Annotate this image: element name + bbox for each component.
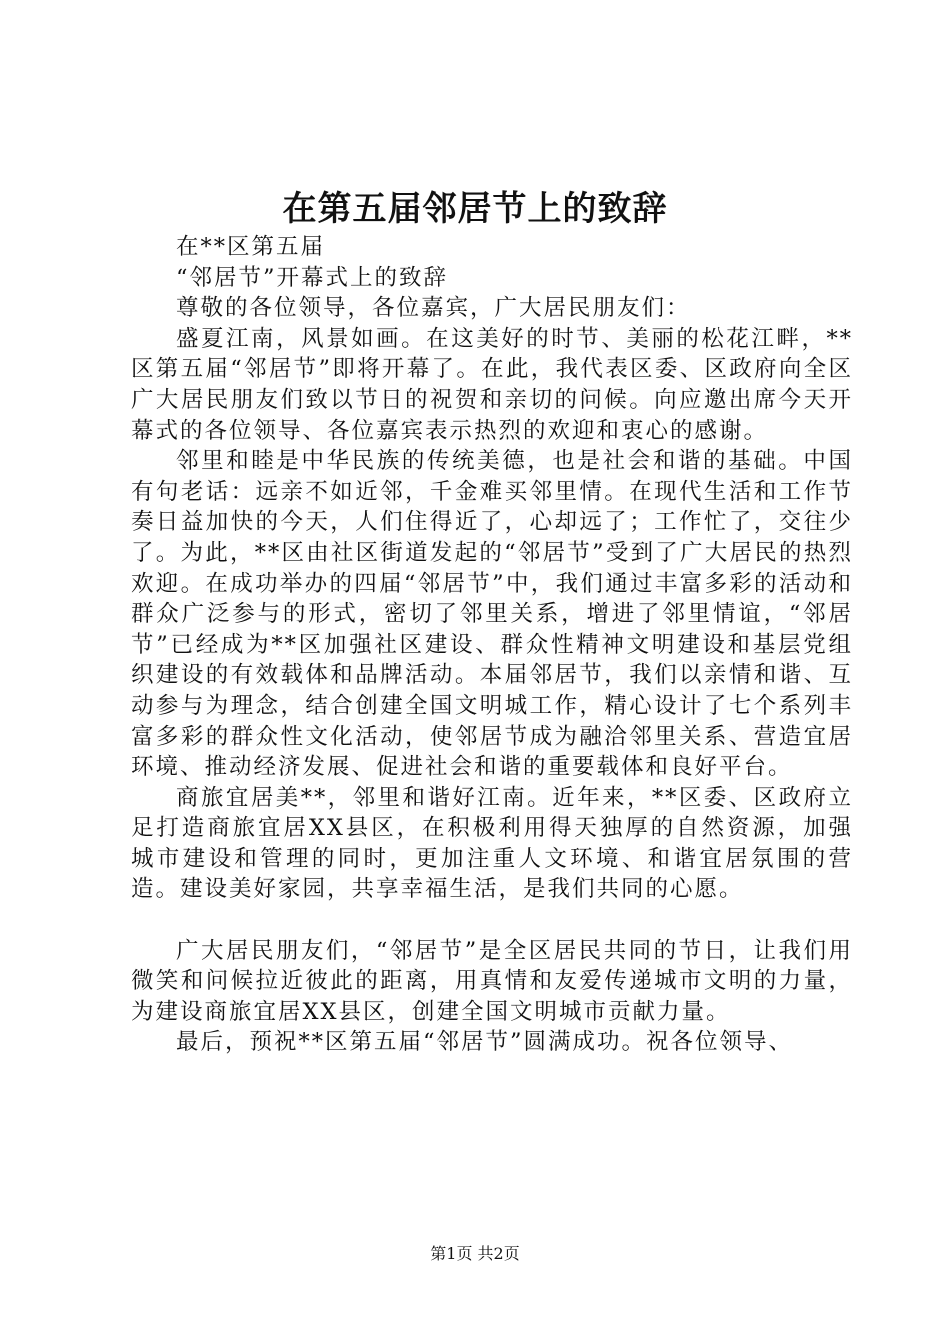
paragraph-subtitle-line-1: 在**区第五届 (176, 234, 326, 260)
document-title: 在第五届邻居节上的致辞 (282, 189, 668, 229)
paragraph-opening: 盛夏江南，风景如画。在这美好的时节、美丽的松花江畔，**区第五届“邻居节”即将开幕了。在此，我代表区委、区政府向全区广大居民朋友们致以节日的祝贺和亲切的问候。向应邀出席今天开幕式的各位领导、各位嘉宾表示热烈的欢迎和衷心的感谢。 (131, 325, 853, 444)
paragraph-closing: 最后，预祝**区第五届“邻居节”圆满成功。祝各位领导、 (176, 1029, 794, 1056)
page-footer: 第1页 共2页 (430, 1244, 520, 1263)
paragraph-livable-city: 商旅宜居美**，邻里和谐好江南。近年来，**区委、区政府立足打造商旅宜居XX县区，在积极利用得天独厚的自然资源，加强城市建设和管理的同时，更加注重人文环境、和谐宜居氛围的营造。建设美好家园，共享幸福生活，是我们共同的心愿。 (131, 784, 853, 903)
paragraph-subtitle-line-2: “邻居节”开幕式上的致辞 (176, 264, 449, 291)
paragraph-salutation: 尊敬的各位领导，各位嘉宾，广大居民朋友们： (176, 295, 691, 322)
paragraph-call-to-residents: 广大居民朋友们，“邻居节”是全区居民共同的节日，让我们用微笑和问候拉近彼此的距离，用真情和友爱传递城市文明的力量，为建设商旅宜居XX县区，创建全国文明城市贡献力量。 (131, 937, 853, 1025)
document-body (131, 232, 853, 1058)
paragraph-neighborhood-harmony: 邻里和睦是中华民族的传统美德，也是社会和谐的基础。中国有句老话：远亲不如近邻，千金难买邻里情。在现代生活和工作节奏日益加快的今天，人们住得近了，心却远了；工作忙了，交往少了。为此，**区由社区街道发起的“邻居节”受到了广大居民的热烈欢迎。在成功举办的四届“邻居节”中，我们通过丰富多彩的活动和群众广泛参与的形式，密切了邻里关系，增进了邻里情谊，“邻居节”已经成为**区加强社区建设、群众性精神文明建设和基层党组织建设的有效载体和品牌活动。本届邻居节，我们以亲情和谐、互动参与为理念，结合创建全国文明城工作，精心设计了七个系列丰富多彩的群众性文化活动，使邻居节成为融洽邻里关系、营造宜居环境、推动经济发展、促进社会和谐的重要载体和良好平台。 (131, 448, 853, 781)
